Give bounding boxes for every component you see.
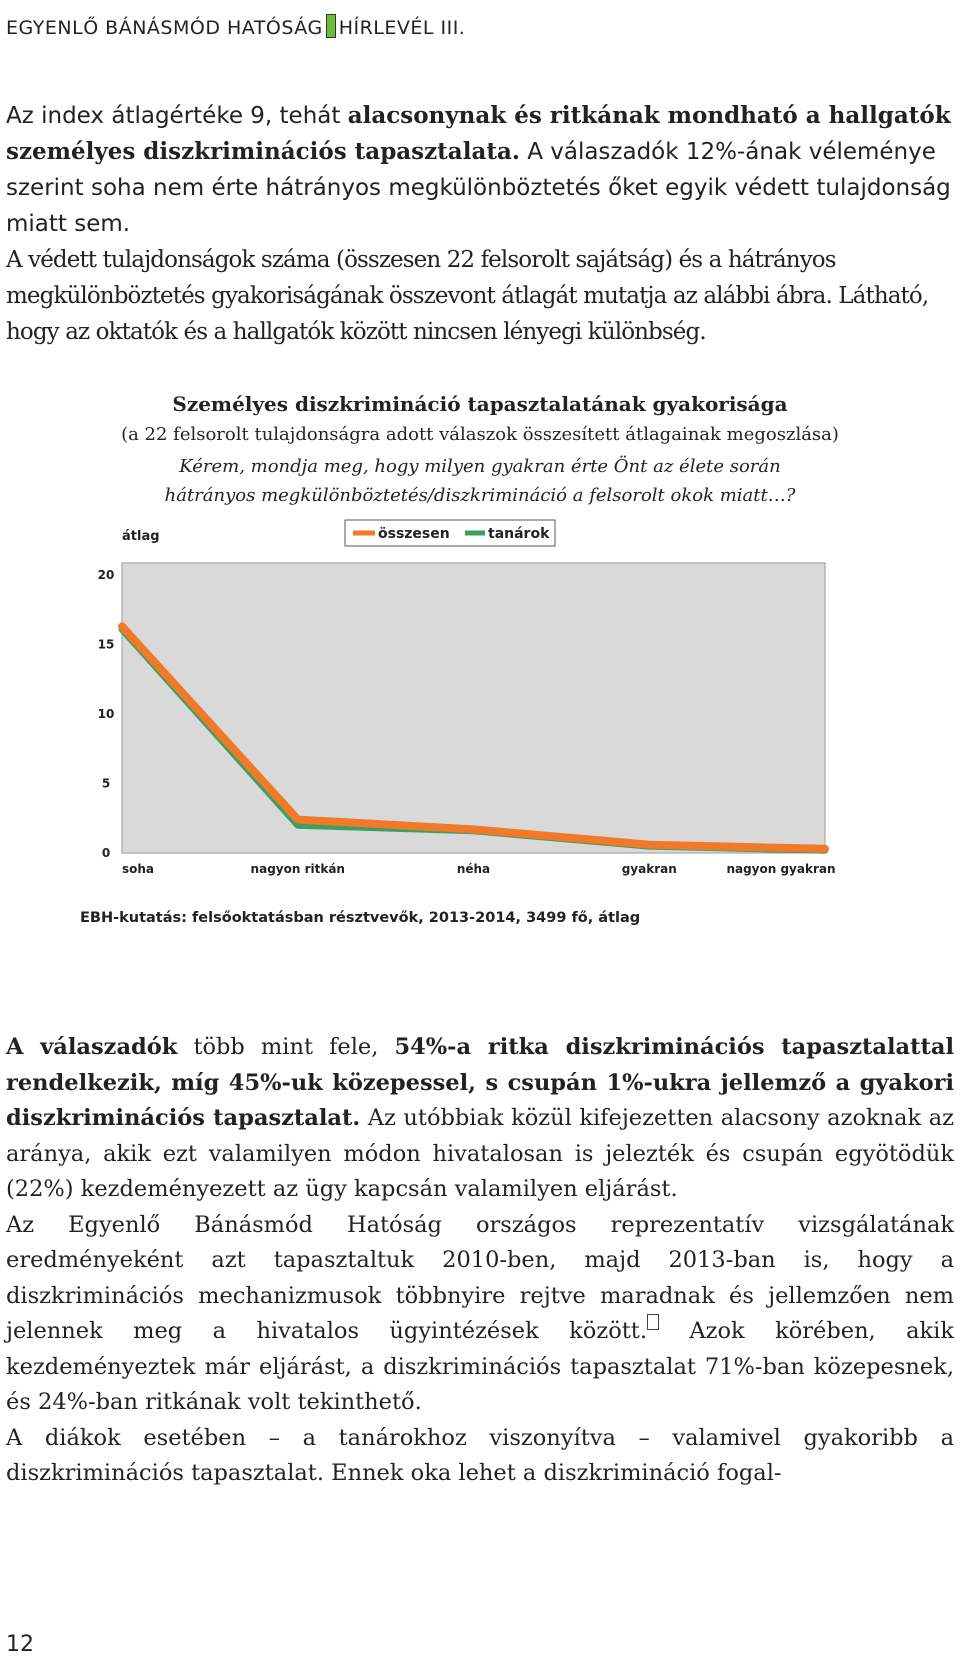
body-p1-bold-b: 54%-a ritka diszkriminációs tapasztalattal rendelkezik, míg 45%-uk közepessel, s csupán 1%-ukra jellemző a gyakori diszkriminációs tapasztalat. bbox=[6, 1034, 955, 1131]
x-tick-label-1: nagyon ritkán bbox=[250, 862, 345, 876]
y-axis-label: átlag bbox=[122, 529, 160, 544]
body-text bbox=[6, 1030, 954, 1492]
body-p2-text-b: Azok körében, akik kezdeményeztek már eljárást, a diszkriminációs tapasztalat 71%-ban közepesnek, és 24%-ban ritkának volt tekinthető. bbox=[6, 1318, 955, 1415]
figure-source: EBH-kutatás: felsőoktatásban résztvevők, 2013-2014, 3499 fő, átlag bbox=[80, 910, 641, 926]
plot-area bbox=[122, 563, 825, 853]
figure-subtitle: (a 22 felsorolt tulajdonságra adott válaszok összesített átlagainak megoszlása) bbox=[121, 424, 839, 445]
legend-label-osszesen: összesen bbox=[378, 526, 450, 542]
header-publisher: EGYENLŐ BÁNÁSMÓD HATÓSÁG bbox=[6, 17, 323, 39]
intro-text bbox=[6, 98, 956, 350]
running-header bbox=[6, 14, 465, 39]
intro-p1-bold: alacsonynak és ritkának mondható a hallgatók személyes diszkriminációs tapasztalata. bbox=[6, 102, 951, 165]
line-chart bbox=[70, 518, 860, 938]
body-paragraph-1 bbox=[6, 1030, 954, 1208]
figure-question-line-2: hátrányos megkülönböztetés/diszkrimináció a felsorolt okok miatt…? bbox=[164, 485, 796, 506]
x-tick-label-3: gyakran bbox=[621, 862, 677, 876]
y-axis-ticks bbox=[98, 568, 115, 860]
y-tick-label-15: 15 bbox=[97, 637, 115, 652]
y-tick-label-5: 5 bbox=[101, 776, 111, 791]
intro-paragraph-1 bbox=[6, 98, 956, 242]
page-number: 12 bbox=[6, 1632, 34, 1657]
x-tick-label-4: nagyon gyakran bbox=[726, 862, 836, 876]
legend-label-tanarok: tanárok bbox=[488, 526, 550, 542]
y-tick-label-0: 0 bbox=[101, 846, 111, 860]
intro-paragraph-2: A védett tulajdonságok száma (összesen 22 felsorolt sajátság) és a hátrányos megkülönböztetés gyakoriságának összevont átlagát mutatja az alábbi ábra. Látható, hogy az oktatók és a hallgatók között nincsen lényegi különbség. bbox=[6, 247, 929, 345]
header-issue: HÍRLEVÉL III. bbox=[338, 17, 466, 39]
y-tick-label-10: 10 bbox=[97, 707, 115, 721]
x-tick-label-2: néha bbox=[456, 862, 491, 876]
figure-question bbox=[0, 452, 960, 510]
x-axis-ticks bbox=[122, 862, 836, 876]
y-tick-label-20: 20 bbox=[97, 568, 115, 582]
body-p1-text-b: Az utóbbiak közül kifejezetten alacsony azoknak az aránya, akik ezt valamilyen módon hivatalosan is jelezték és csupán egyötödük (22%) kezdeményezett az ügy kapcsán valamilyen eljárást. bbox=[6, 1105, 954, 1202]
intro-p1-end: A válaszadók 12%-ának véleménye szerint soha nem érte hátrányos megkülönböztetés őket egyik védett tulajdonság miatt sem. bbox=[6, 139, 951, 237]
intro-p1-start: Az index átlagértéke 9, tehát bbox=[6, 103, 348, 129]
figure-question-line-1: Kérem, mondja meg, hogy milyen gyakran érte Önt az élete során bbox=[179, 456, 781, 477]
body-p1-bold-a: A válaszadók bbox=[6, 1034, 178, 1060]
chart-legend bbox=[345, 520, 555, 546]
body-p2-text-a: Az Egyenlő Bánásmód Hatóság országos reprezentatív vizsgálatának eredményeként azt tapasztaltuk 2010-ben, majd 2013-ban is, hogy a diszkriminációs mechanizmusok többnyire rejtve maradnak és jellemzően nem jelennek meg a hivatalos ügyintézések között. bbox=[6, 1211, 954, 1344]
body-paragraph-3: A diákok esetében – a tanárokhoz viszonyítva – valamivel gyakoribb a diszkriminációs tapasztalat. Ennek oka lehet a diszkrimináció fogal- bbox=[6, 1424, 954, 1486]
body-p1-text-a: több mint fele, bbox=[177, 1034, 395, 1060]
x-tick-label-0: soha bbox=[121, 862, 155, 876]
figure-title: Személyes diszkrimináció tapasztalatának gyakorisága bbox=[172, 392, 788, 416]
body-paragraph-2 bbox=[6, 1208, 954, 1421]
header-separator bbox=[326, 14, 336, 38]
footnote-marker-icon[interactable] bbox=[647, 1314, 659, 1330]
